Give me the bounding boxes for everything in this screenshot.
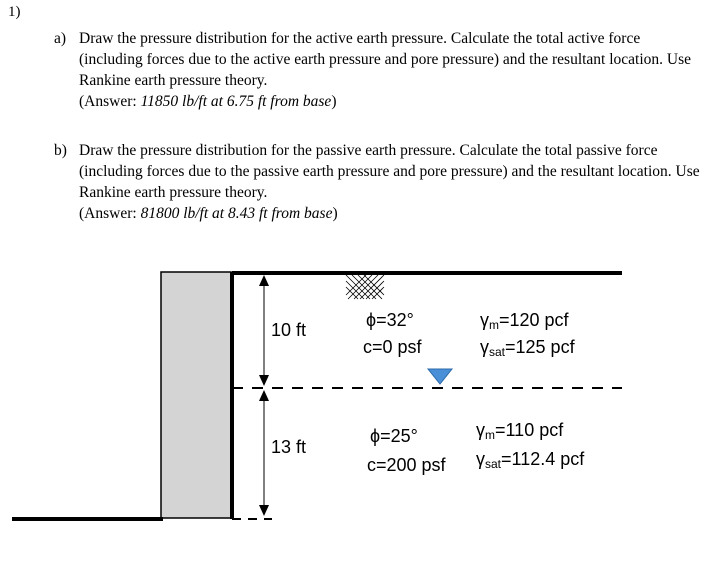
part-b-answer-suffix: ): [332, 205, 338, 222]
layer1-gamma-m-value: =120 pcf: [499, 310, 569, 330]
question-number: 1): [8, 4, 21, 20]
ground-hatch-symbol: [346, 275, 384, 299]
dimension-arrow-top-layer1: [259, 275, 269, 286]
retaining-wall: [161, 272, 231, 518]
layer2-gamma-sat-symbol: γ: [476, 449, 485, 469]
layer2-height-label: 13 ft: [271, 437, 307, 457]
layer1-height-label: 10 ft: [271, 320, 307, 340]
part-a-answer-prefix: (Answer:: [79, 93, 141, 110]
layer2-gamma-m: [476, 420, 563, 440]
layer2-gamma-sat: [476, 449, 584, 469]
dimension-arrow-bottom-layer1: [259, 375, 269, 386]
part-a-answer-value: 11850 lb/ft at 6.75 ft from base: [140, 93, 332, 110]
part-b-answer-value: 81800 lb/ft at 8.43 ft from base: [140, 205, 333, 222]
layer1-cohesion: c=0 psf: [363, 337, 422, 357]
part-b-answer-prefix: (Answer:: [79, 205, 141, 222]
layer1-gamma-m-sub: m: [489, 318, 499, 332]
part-b-letter: b): [54, 142, 67, 159]
water-table-marker: [428, 369, 452, 384]
part-b-text: Draw the pressure distribution for the passive earth pressure. Calculate the total passive force (including forces due to the passive earth pressure and pore pressure) and the resultant location. Use Rankine earth pressure theory.: [79, 142, 700, 201]
part-a-text: Draw the pressure distribution for the active earth pressure. Calculate the total active force (including forces due to the active earth pressure and pore pressure) and the resultant location. Use Rankine earth pressure theory.: [79, 30, 692, 89]
layer1-phi: ϕ=32°: [366, 310, 414, 330]
layer1-gamma-m: [480, 310, 569, 330]
part-a-answer-suffix: ): [331, 93, 337, 110]
layer2-gamma-m-symbol: γ: [476, 420, 485, 440]
layer1-gamma-m-symbol: γ: [480, 310, 489, 330]
layer1-gamma-sat-symbol: γ: [480, 337, 489, 357]
layer2-gamma-sat-sub: sat: [485, 457, 502, 471]
dimension-arrow-top-layer2: [259, 390, 269, 401]
layer1-gamma-sat: [480, 337, 575, 357]
layer2-gamma-m-sub: m: [485, 428, 495, 442]
layer2-cohesion: c=200 psf: [367, 455, 446, 475]
layer2-gamma-sat-value: =112.4 pcf: [501, 449, 585, 469]
layer1-gamma-sat-sub: sat: [489, 345, 506, 359]
layer1-gamma-sat-value: =125 pcf: [505, 337, 575, 357]
layer2-phi: ϕ=25°: [370, 426, 418, 446]
layer2-gamma-m-value: =110 pcf: [495, 420, 564, 440]
part-a-letter: a): [54, 30, 67, 47]
dimension-arrow-bottom-layer2: [259, 505, 269, 516]
